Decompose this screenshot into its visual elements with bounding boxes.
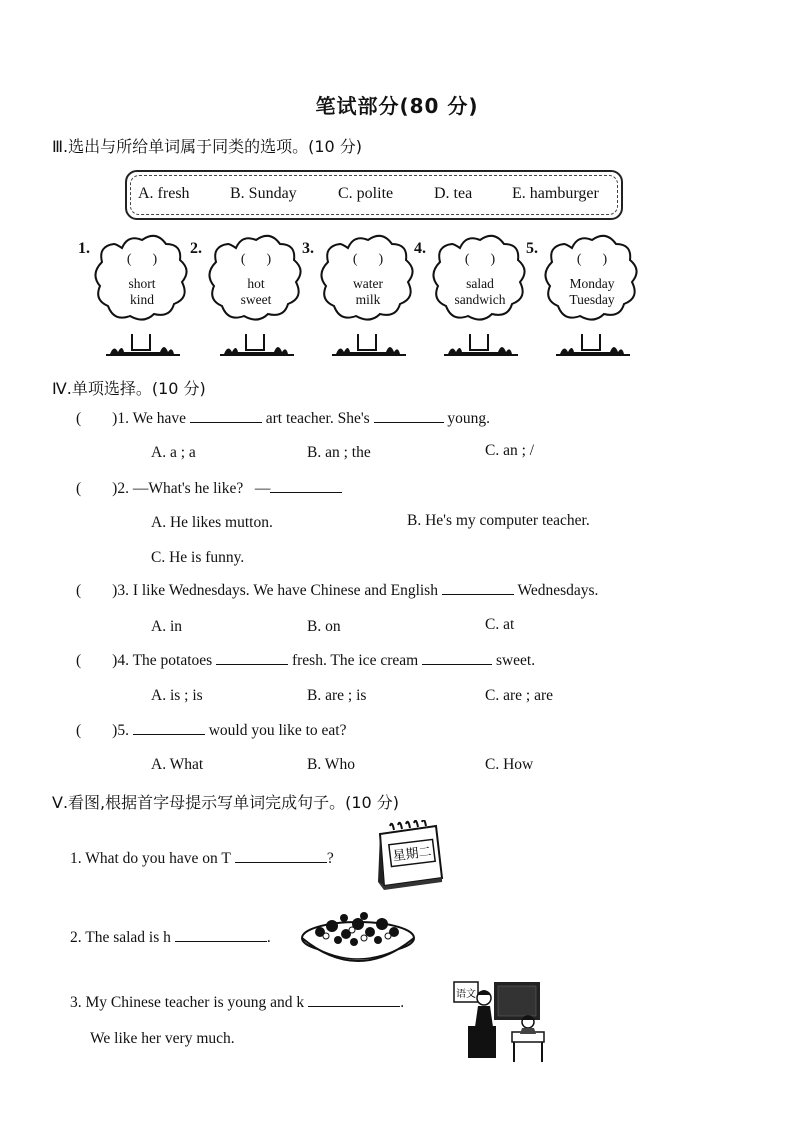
q5-option-b: B. Who — [307, 756, 355, 773]
tree-word: Tuesday — [569, 292, 615, 307]
answer-paren[interactable]: ( ) — [464, 252, 496, 267]
tree-word: kind — [129, 292, 154, 307]
fill-item-3 — [70, 994, 404, 1012]
q2-option-c: C. He is funny. — [151, 549, 245, 566]
answer-blank[interactable] — [175, 940, 267, 942]
question-text: The potatoes — [132, 652, 213, 669]
tree-icon — [542, 234, 642, 360]
section-3-heading: Ⅲ.选出与所给单词属于同类的选项。(10 分) — [52, 137, 363, 156]
page-title: 笔试部分(80 分) — [315, 94, 479, 118]
item-text: The salad is h — [85, 929, 171, 946]
answer-paren[interactable]: ( ) — [76, 410, 118, 427]
question-text: —What's he like? — [132, 480, 244, 497]
item-number: 1. — [70, 850, 82, 867]
tree-icon — [430, 234, 530, 360]
tree-icon — [92, 234, 192, 360]
question-number: 4. — [117, 652, 129, 669]
tree-number: 1. — [78, 240, 90, 257]
option-e: E. hamburger — [512, 185, 599, 202]
q4-option-c: C. are ; are — [485, 687, 553, 704]
question-number: 3. — [117, 582, 129, 599]
question-2 — [76, 480, 342, 498]
tree-number: 4. — [414, 240, 426, 257]
question-text: art teacher. She's — [265, 410, 370, 427]
q3-option-a: A. in — [151, 618, 182, 635]
option-a: A. fresh — [138, 185, 190, 202]
q1-option-b: B. an ; the — [307, 444, 371, 461]
question-number: 2. — [117, 480, 129, 497]
question-text: fresh. The ice cream — [291, 652, 419, 669]
section-5-heading: Ⅴ.看图,根据首字母提示写单词完成句子。(10 分) — [52, 793, 400, 812]
answer-paren[interactable]: ( ) — [126, 252, 158, 267]
tree-word: salad — [466, 276, 494, 291]
question-number: 1. — [117, 410, 129, 427]
item-text: My Chinese teacher is young and k — [85, 994, 305, 1011]
answer-paren[interactable]: ( ) — [352, 252, 384, 267]
tree-icon — [206, 234, 306, 360]
section-4-heading: Ⅳ.单项选择。(10 分) — [52, 379, 206, 398]
item-text: . — [266, 929, 271, 946]
item-text: ? — [326, 850, 334, 867]
question-text: I like Wednesdays. We have Chinese and English — [132, 582, 438, 599]
option-b: B. Sunday — [230, 185, 297, 202]
q1-option-a: A. a ; a — [151, 444, 196, 461]
fill-item-3-line2: We like her very much. — [90, 1030, 235, 1047]
salad-bowl-icon — [298, 904, 418, 966]
answer-blank[interactable] — [216, 663, 288, 665]
answer-blank[interactable] — [133, 733, 205, 735]
question-text: — — [254, 480, 271, 497]
answer-blank[interactable] — [235, 861, 327, 863]
q1-option-c: C. an ; / — [485, 442, 535, 459]
q5-option-a: A. What — [151, 756, 204, 773]
tree-word: milk — [355, 292, 381, 307]
tree-number: 2. — [190, 240, 202, 257]
question-4 — [76, 652, 535, 670]
question-text: Wednesdays. — [517, 582, 599, 599]
answer-paren[interactable]: ( ) — [76, 582, 118, 599]
option-c: C. polite — [338, 185, 394, 202]
question-1 — [76, 410, 490, 428]
tree-number: 5. — [526, 240, 538, 257]
answer-paren[interactable]: ( ) — [76, 652, 118, 669]
q2-option-b: B. He's my computer teacher. — [407, 512, 590, 529]
tree-word: Monday — [569, 276, 615, 291]
calendar-icon — [376, 820, 446, 892]
tree-word: sweet — [240, 292, 272, 307]
tree-icon — [318, 234, 418, 360]
q2-option-a: A. He likes mutton. — [151, 514, 273, 531]
answer-blank[interactable] — [308, 1005, 400, 1007]
question-text: young. — [447, 410, 491, 427]
answer-paren[interactable]: ( ) — [76, 722, 118, 739]
answer-blank[interactable] — [190, 421, 262, 423]
answer-blank[interactable] — [422, 663, 492, 665]
question-text: We have — [132, 410, 186, 427]
calendar-day-text: 星期二 — [391, 844, 433, 865]
answer-blank[interactable] — [270, 491, 342, 493]
tree-word: hot — [247, 276, 265, 291]
fill-item-1 — [70, 850, 334, 868]
classroom-icon — [452, 978, 548, 1064]
q3-option-c: C. at — [485, 616, 515, 633]
answer-paren[interactable]: ( ) — [576, 252, 608, 267]
question-text: would you like to eat? — [208, 722, 347, 739]
tree-word: water — [353, 276, 383, 291]
blackboard-text: 语文 — [456, 989, 476, 1000]
item-text: What do you have on T — [85, 850, 231, 867]
tree-word: short — [128, 276, 156, 291]
q5-option-c: C. How — [485, 756, 534, 773]
item-number: 3. — [70, 994, 82, 1011]
item-number: 2. — [70, 929, 82, 946]
tree-number: 3. — [302, 240, 314, 257]
fill-item-2 — [70, 929, 271, 947]
q4-option-a: A. is ; is — [151, 687, 203, 704]
answer-paren[interactable]: ( ) — [240, 252, 272, 267]
answer-blank[interactable] — [374, 421, 444, 423]
tree-word: sandwich — [454, 292, 506, 307]
answer-blank[interactable] — [442, 593, 514, 595]
q3-option-b: B. on — [307, 618, 341, 635]
option-d: D. tea — [434, 185, 473, 202]
question-5 — [76, 722, 346, 740]
q4-option-b: B. are ; is — [307, 687, 367, 704]
answer-paren[interactable]: ( ) — [76, 480, 118, 497]
question-text: sweet. — [495, 652, 536, 669]
question-3 — [76, 582, 598, 600]
question-number: 5. — [117, 722, 129, 739]
item-text: . — [400, 994, 405, 1011]
